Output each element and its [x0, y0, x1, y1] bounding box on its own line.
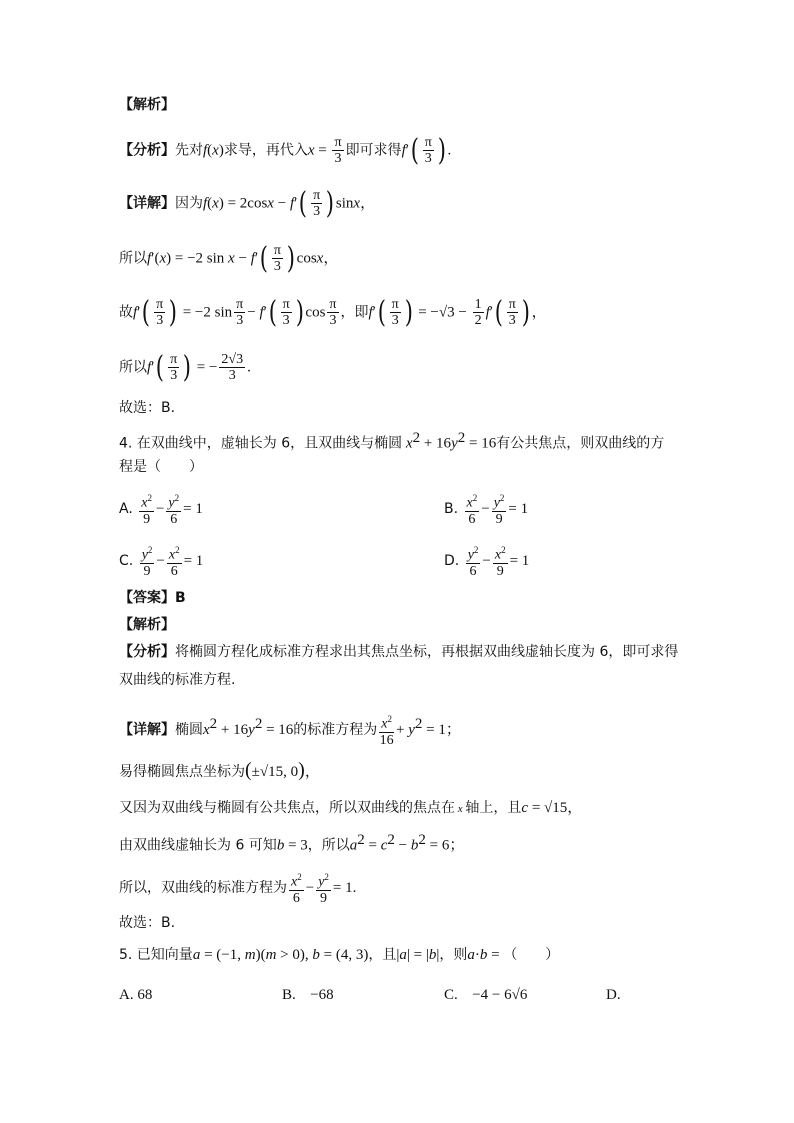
option-label: C.: [444, 987, 458, 1003]
analysis-text: 即可求得: [345, 142, 402, 159]
q3-substitute-line: 故f′( $\frac{\pi}{3}$ ) = −2 sin $\frac{\pi}{3}$ − f′( $\frac{\pi}{3}$ ) cos $\frac{\pi}{3}$ ，即f′( $\frac{\pi}{3}$ ) = −√3 − $\frac{1}{2}$ f′( $\frac{\pi}{3}$ ) ，: [119, 294, 547, 330]
q4-analysis-line2: 双曲线的标准方程.: [119, 672, 236, 688]
q5-option-b[interactable]: [282, 985, 334, 1005]
option-value: −4 − 6√6: [472, 987, 528, 1003]
q5-stem-text: （ ）: [503, 947, 560, 963]
option-label: A.: [119, 500, 133, 517]
q4-also-line: 又因为双曲线与椭圆有公共焦点，所以双曲线的焦点在 x 轴上，且c = √15，: [119, 800, 583, 816]
text: 所以: [119, 250, 147, 267]
text: 所以，双曲线的标准方程为: [119, 879, 287, 896]
q4-stem-text: 有公共焦点，则双曲线的方: [496, 435, 665, 452]
q4-choice: 故选：B.: [119, 915, 176, 931]
analysis-label: 【分析】: [119, 644, 175, 660]
q4-option-c[interactable]: C. $\frac{y^2}{9}$ − $\frac{x^2}{6}$ = 1: [119, 545, 204, 579]
text: ，所以: [307, 837, 350, 854]
fraction: $\frac{\pi}{3}$: [334, 135, 342, 166]
q4-stem-line1: 4. 在双曲线中，虚轴长为 6，且双曲线与椭圆 $x^2 + 16y^2 = 16$有公共焦点，则双曲线的方: [119, 430, 665, 452]
text: 又因为双曲线与椭圆有公共焦点，所以双曲线的焦点在: [119, 800, 455, 816]
q4-stem-line2: 程是（ ）: [119, 459, 203, 475]
q3-result-line: 所以f′( $\frac{\pi}{3}$ ) = − $\frac{2√3}{3}$ .: [119, 349, 251, 385]
text: ，即: [340, 304, 369, 321]
jiexi-header: 【解析】: [119, 97, 175, 113]
analysis-text: 先对: [175, 142, 203, 159]
q5-stem-text: ，则: [439, 947, 468, 963]
q4-stem-text: 4. 在双曲线中，虚轴长为 6，且双曲线与椭圆: [119, 435, 403, 452]
q4-from-line: 由双曲线虚轴长为 6 可知b = 3，所以$a^2 = c^2 - b^2 = 6$；: [119, 832, 465, 854]
q4-answer: 【答案】B: [119, 590, 186, 606]
option-label: D.: [606, 987, 621, 1003]
detail-text: 因为: [175, 195, 203, 212]
q4-jiexi-header: 【解析】: [119, 617, 175, 633]
analysis-label: 【分析】: [119, 142, 175, 159]
option-label: B.: [444, 500, 459, 517]
detail-text: 的标准方程为: [293, 721, 378, 738]
analysis-text: 将椭圆方程化成标准方程求出其焦点坐标，再根据双曲线虚轴长度为 6，即可求得: [175, 644, 679, 660]
q4-option-b[interactable]: B. $\frac{x^2}{6}$ − $\frac{y^2}{9}$ = 1: [444, 493, 529, 527]
q3-derivative-line: 所以f′(x) = −2 sin x − f′( $\frac{\pi}{3}$ ) cosx，: [119, 240, 339, 276]
q3-analysis-line: 【分析】先对f(x)求导，再代入x = $\frac{\pi}{3}$ 即可求得f′( $\frac{\pi}{3}$ ) .: [119, 132, 452, 168]
q5-stem-text: ，且: [368, 947, 397, 963]
text: 轴上，且: [465, 800, 522, 816]
text: 由双曲线虚轴长为 6 可知: [119, 837, 277, 854]
q4-option-a[interactable]: A. $\frac{x^2}{9}$ − $\frac{y^2}{6}$ = 1: [119, 493, 203, 527]
q5-stem-line: 5. 已知向量a = (−1, m)(m > 0), b = (4, 3)，且|a| = |b|，则a·b = （ ）: [119, 947, 560, 963]
detail-label: 【详解】: [119, 721, 175, 738]
option-label: D.: [444, 552, 460, 569]
option-value: −68: [310, 987, 334, 1003]
q5-stem-text: 5. 已知向量: [119, 947, 193, 963]
q4-analysis-line: [119, 642, 678, 662]
text: 易得椭圆焦点坐标为: [119, 764, 245, 780]
q4-result-line: 所以，双曲线的标准方程为 $\frac{x^2}{6}$ − $\frac{y^2}{9}$ = 1.: [119, 872, 357, 906]
q5-option-d[interactable]: [606, 985, 621, 1005]
option-label: A. 68: [119, 987, 153, 1003]
q5-option-a[interactable]: [119, 985, 152, 1005]
q5-option-c[interactable]: [444, 985, 527, 1005]
analysis-text: 求导，再代入: [223, 142, 308, 159]
text: 故: [119, 304, 133, 321]
text: 所以: [119, 359, 147, 376]
detail-text: 椭圆: [175, 721, 203, 738]
option-label: C.: [119, 552, 134, 569]
detail-label: 【详解】: [119, 195, 175, 212]
q4-focus-line: 易得椭圆焦点坐标为(±√15, 0)，: [119, 759, 320, 781]
q4-option-d[interactable]: D. $\frac{y^2}{6}$ − $\frac{x^2}{9}$ = 1: [444, 545, 530, 579]
q4-detail-line: 【详解】椭圆$x^2 + 16y^2 = 16$的标准方程为 $\frac{x^2}{16}$ + $y^2 = 1$；: [119, 714, 461, 748]
q3-detail-line: 【详解】因为f(x) = 2cosx − f′( $\frac{\pi}{3}$ ) sinx，: [119, 185, 376, 221]
q3-choice: 故选：B.: [119, 400, 176, 416]
option-label: B.: [282, 987, 296, 1003]
